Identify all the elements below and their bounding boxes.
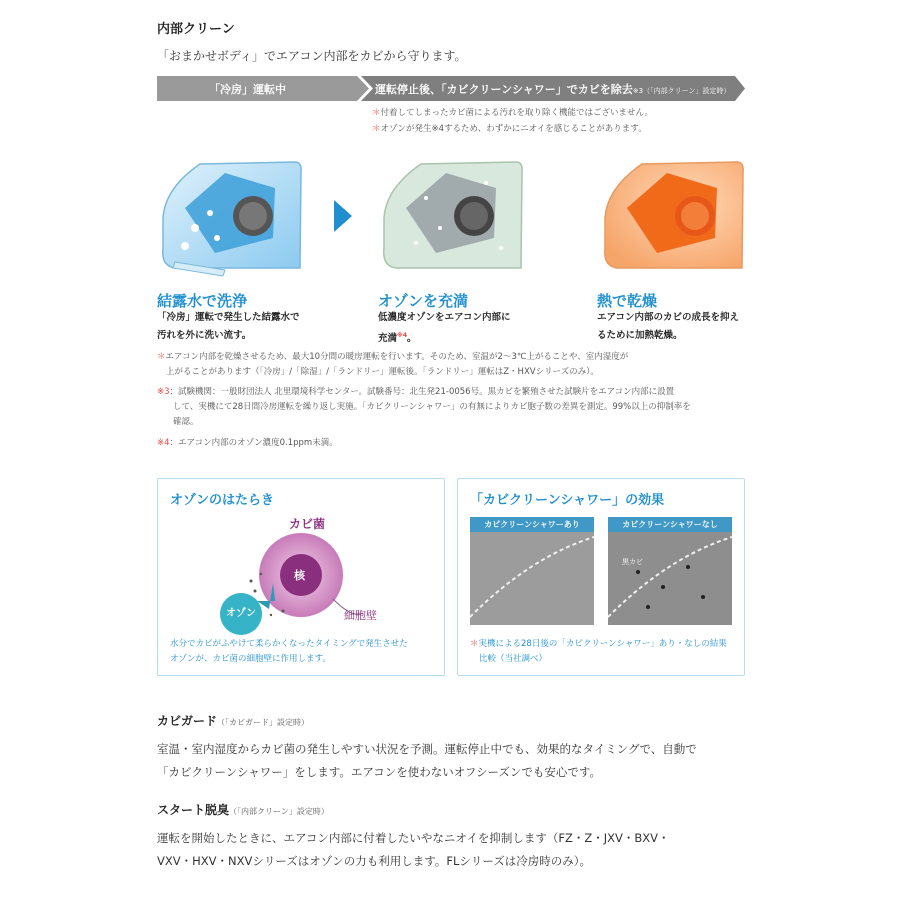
bar-right-label: 運転停止後、「カビクリーンシャワー」でカビを除去 bbox=[375, 83, 633, 96]
ac-unit-wash-illustration bbox=[155, 158, 303, 280]
ac-unit-dry-illustration bbox=[597, 158, 745, 280]
mold-label: カビ菌 bbox=[289, 517, 326, 531]
start-deodorize-title: スタート脱臭（「内部クリーン」設定時） bbox=[157, 803, 329, 817]
photo-with-shower: カビクリーンシャワーあり bbox=[470, 517, 594, 625]
ozone-box-title: オゾンのはたらき bbox=[170, 493, 275, 508]
cell-wall-label: 細胞壁 bbox=[344, 609, 377, 622]
ozone-box bbox=[157, 478, 445, 676]
step-1-desc: 「冷房」運転で発生した結露水で 汚れを外に洗い流す。 bbox=[157, 312, 300, 341]
core-label: 核 bbox=[294, 569, 305, 582]
ac-unit-ozone-illustration bbox=[376, 158, 524, 280]
shower-box-title: 「カビクリーンシャワー」の効果 bbox=[470, 493, 665, 508]
start-deodorize-text: 運転を開始したときに、エアコン内部に付着したいやなニオイを抑制します（FZ・Z・JXV・BXV・ VXV・HXV・NXVシリーズはオゾンの力も利用します。FLシリーズは冷房時のみ）。 bbox=[157, 831, 670, 868]
photo-without-shower: カビクリーンシャワーなし 黒カビ bbox=[608, 517, 732, 625]
shower-caption: ＊実機による28日後の「カビクリーンシャワー」あり・なしの結果 比較（当社調べ） bbox=[470, 639, 727, 664]
bar-right-sup: ※3 bbox=[632, 87, 644, 95]
step-1-title: 結露水で洗浄 bbox=[157, 292, 248, 310]
step-3-desc: エアコン内部のカビの成長を抑え るために加熱乾燥。 bbox=[597, 312, 740, 341]
step-3-title: 熱で乾燥 bbox=[597, 292, 658, 310]
process-bar bbox=[157, 76, 745, 101]
bar-left-label: 「冷房」運転中 bbox=[209, 83, 286, 96]
page-subtitle: 「おまかせボディ」でエアコン内部をカビから守ります。 bbox=[157, 49, 467, 63]
bar-right-note: （「内部クリーン」設定時） bbox=[643, 87, 731, 95]
chevron-right-icon bbox=[332, 198, 354, 234]
footnote-3: ※3：試験機関：一般財団法人 北里環境科学センター。試験番号：北生発21-0056号。黒カビを繁殖させた試験片をエアコン内部に設置 して、実機にて28日間冷房運転を繰り返し実施。「カビクリーンシャワー」の有無によりカビ胞子数の差異を測定。99%以上の抑制率を 確認。 bbox=[157, 387, 691, 427]
ozone-molecule: オゾン bbox=[220, 593, 262, 635]
black-mold-tag: 黒カビ bbox=[622, 558, 643, 566]
footnote-4: ※4：エアコン内部のオゾン濃度0.1ppm未満。 bbox=[157, 438, 338, 448]
kabi-guard-title: カビガード（「カビガード」設定時） bbox=[157, 714, 310, 728]
top-note-1: ＊付着してしまったカビ菌による汚れを取り除く機能ではございません。 bbox=[372, 108, 654, 118]
step-2-desc: 低濃度オゾンをエアコン内部に 充満$^{※4}$。 bbox=[378, 312, 511, 345]
footnote-heat: ＊エアコン内部を乾燥させるため、最大10分間の暖房運転を行います。そのため、室温が2～3℃上がることや、室内湿度が 上がることがあります（「冷房」/「除湿」/「ランドリー」運転後。「ランドリー」運転はZ・HXVシリーズのみ）。 bbox=[157, 352, 629, 377]
step-2-title: オゾンを充満 bbox=[378, 292, 469, 310]
kabi-guard-text: 室温・室内湿度からカビ菌の発生しやすい状況を予測。運転停止中でも、効果的なタイミングで、自動で 「カビクリーンシャワー」をします。エアコンを使わないオフシーズンでも安心です。 bbox=[157, 742, 697, 779]
page-title: 内部クリーン bbox=[157, 22, 235, 37]
ozone-caption: 水分でカビがふやけて柔らかくなったタイミングで発生させた オゾンが、カビ菌の細胞壁に作用します。 bbox=[170, 639, 408, 664]
top-note-2: ＊オゾンが発生※4するため、わずかにニオイを感じることがあります。 bbox=[372, 124, 647, 134]
shower-effect-box bbox=[457, 478, 745, 676]
